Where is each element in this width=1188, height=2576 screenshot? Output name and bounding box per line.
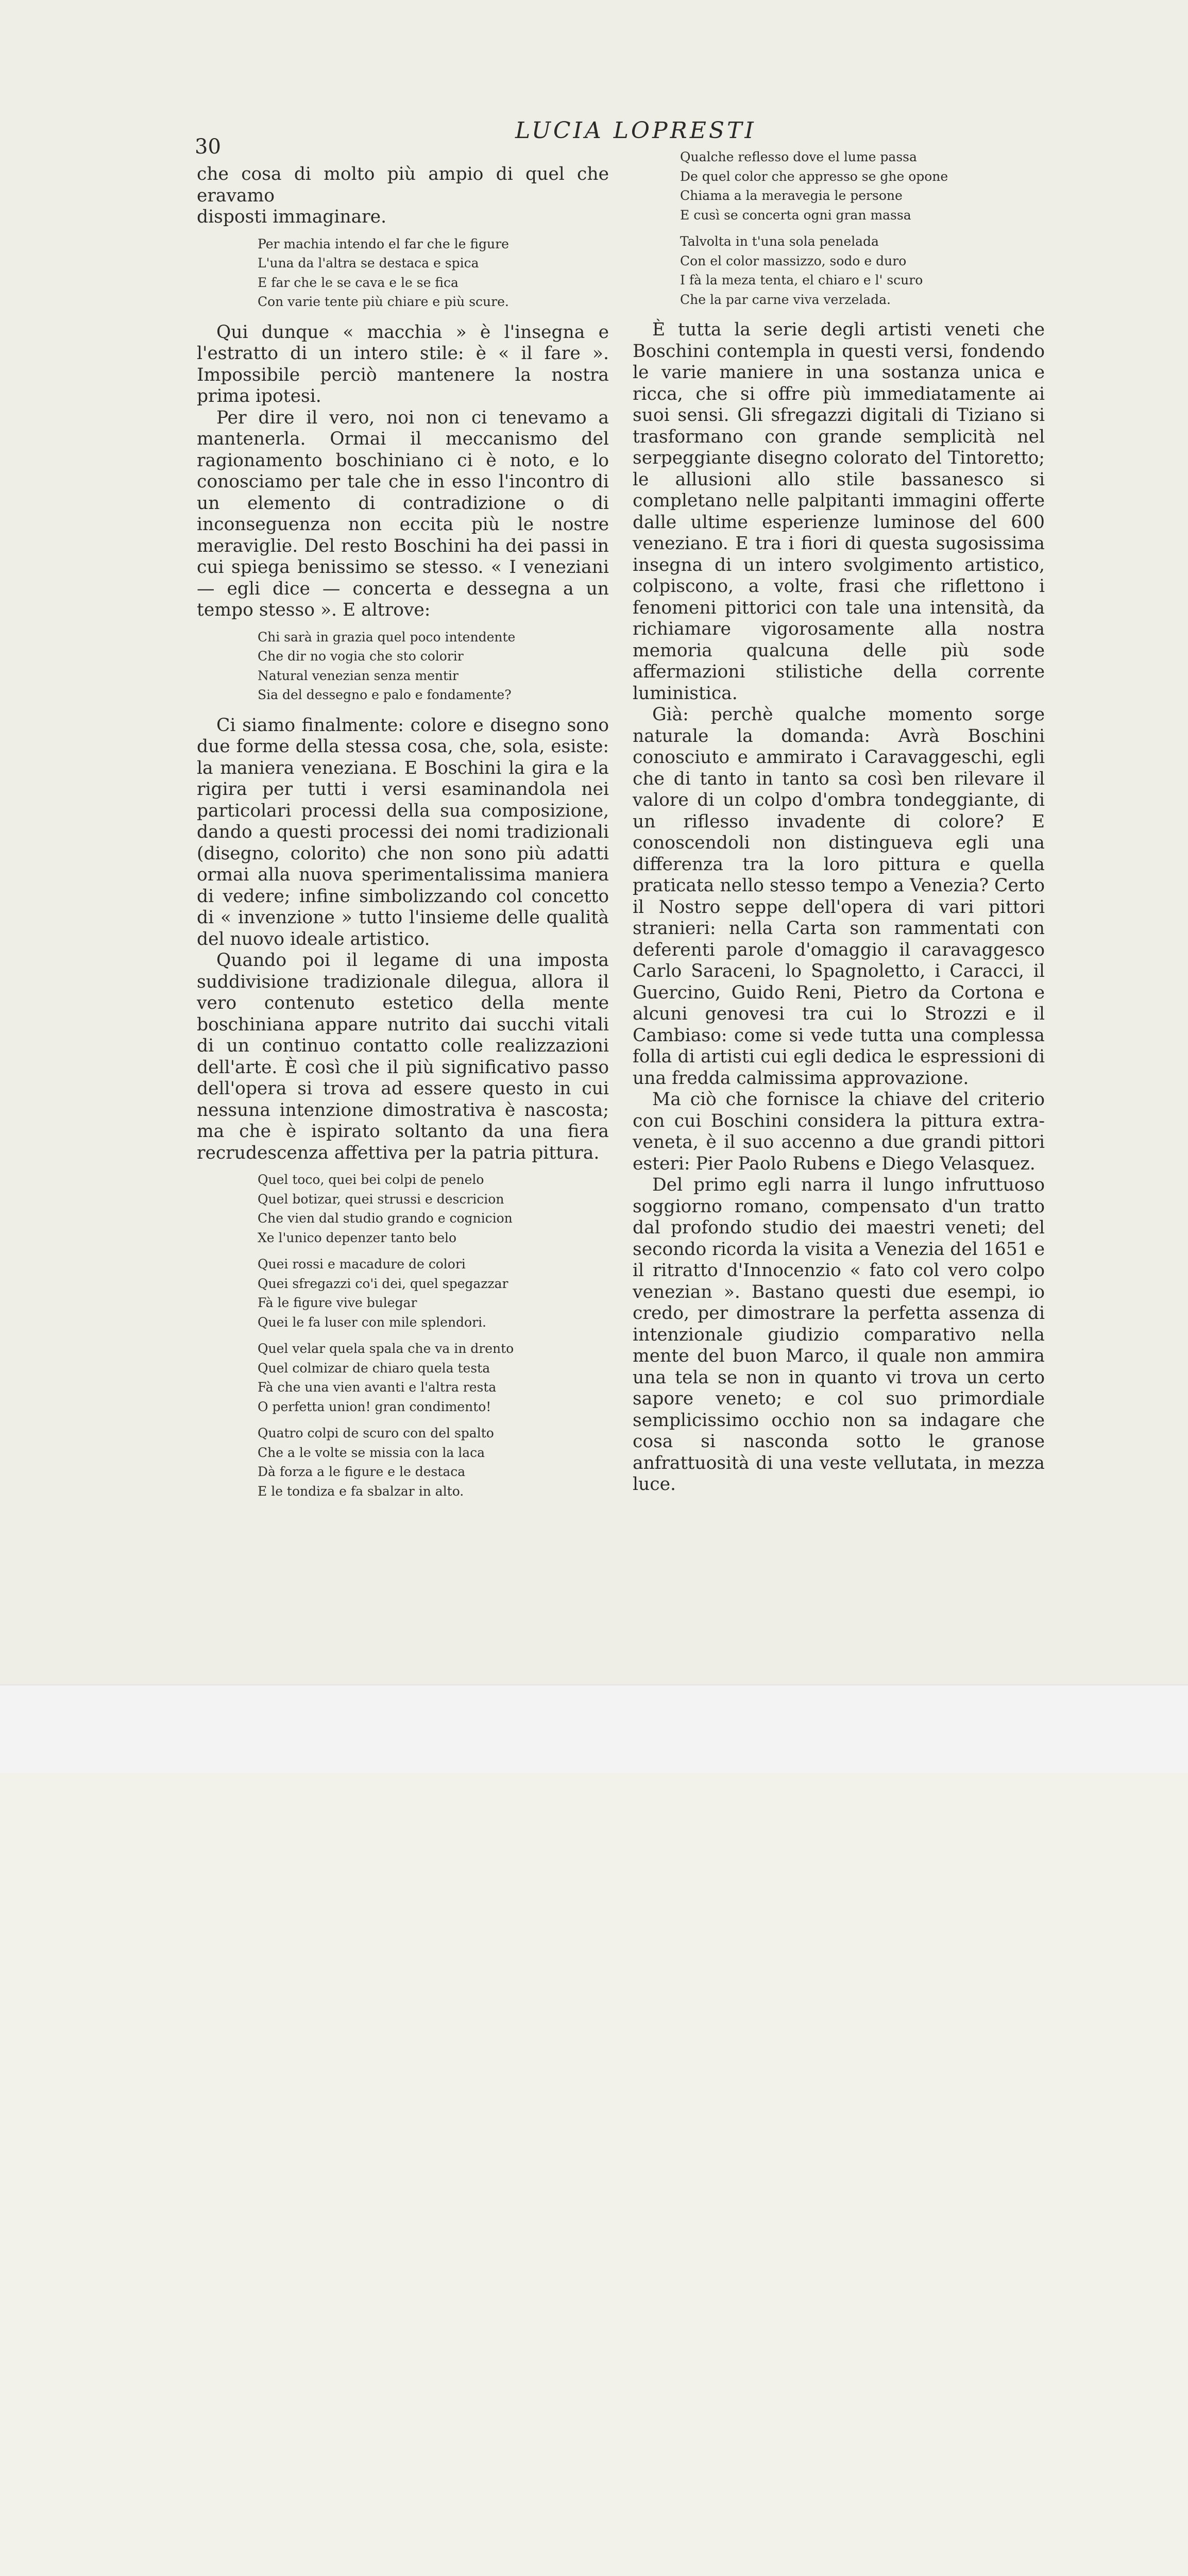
running-head: LUCIA LOPRESTI xyxy=(515,117,756,144)
page-number: 30 xyxy=(195,135,221,159)
left-column xyxy=(197,164,609,1501)
verse-quote: Per machia intendo el far che le figure L'una da l'altra se destaca e spica E far che le se cava e le se fica Con varie tente più chiare e più scure. xyxy=(258,236,509,309)
verse-quote: Qualche reflesso dove el lume passa De quel color che appresso se ghe opone Chiama a la meravegia le persone E cusì se concerta ogni gran massa xyxy=(680,149,948,223)
paragraph: Ma ciò che fornisce la chiave del criterio con cui Boschini considera la pittura extra-veneta, è il suo accenno a due grandi pittori esteri: Pier Paolo Rubens e Diego Velasquez. xyxy=(633,1089,1045,1174)
verse-quote: Chi sarà in grazia quel poco intendente Che dir no vogia che sto colorir Natural venezian senza mentir Sia del dessegno e palo e fondamente? xyxy=(258,629,516,702)
paragraph: Per dire il vero, noi non ci tenevamo a mantenerla. Ormai il meccanismo del ragionamento boschiniano ci è noto, e lo conosciamo per tale che in esso l'incontro di un elemento di contradizione o di inconseguenza non eccita più le nostre meraviglie. Del resto Boschini ha dei passi in cui spiega benissimo se stesso. « I veneziani — egli dice — concerta e dessegna a un tempo stesso ». E altrove: xyxy=(197,407,609,620)
paragraph: Già: perchè qualche momento sorge naturale la domanda: Avrà Boschini conosciuto e ammirato i Caravaggeschi, egli che di tanto in tanto sa così ben rilevare il valore di un colpo d'ombra tondeggiante, di un riflesso invadente di colore? E conoscendoli non distingueva egli una differenza tra la loro pittura e quella praticata nello stesso tempo a Venezia? Certo il Nostro seppe dell'opera di vari pittori stranieri: nella Carta son rammentati con deferenti parole d'omaggio il caravaggesco Carlo Saraceni, lo Spagnoletto, i Caracci, il Guercino, Guido Reni, Pietro da Cortona e alcuni genovesi tra cui lo Strozzi e il Cambiaso: come si vede tutta una complessa folla di artisti cui egli dedica le espressioni di una fredda calmissima approvazione. xyxy=(633,704,1045,1089)
right-column xyxy=(633,147,1045,1496)
paragraph: È tutta la serie degli artisti veneti che Boschini contempla in questi versi, fondendo le varie maniere in una sostanza unica e ricca, che si offre più immediatamente ai suoi sensi. Gli sfregazzi digitali di Tiziano si trasformano con grande semplicità nel serpeggiante disegno colorato del Tintoretto; le allusioni allo stile bassanesco si completano nelle palpitanti immagini offerte dalle ultime esperienze luminose del 600 veneziano. E tra i fiori di questa sugosissima insegna di un intero svolgimento artistico, colpiscono, a volte, frasi che riflettono i fenomeni pittorici con tale una intensità, da richiamare vigorosamente alla nostra memoria qualcuna delle più sode affermazioni stilistiche della corrente luministica. xyxy=(633,319,1045,704)
paragraph: Qui dunque « macchia » è l'insegna e l'estratto di un intero stile: è « il fare ». Impossibile perciò mantenere la nostra prima ipotesi. xyxy=(197,321,609,406)
verse-quote: Quei rossi e macadure de colori Quei sfregazzi co'i dei, quel spegazzar Fà le figure vive bulegar Quei le fa luser con mile splendori. xyxy=(258,1257,508,1330)
verse-quote: Quel velar quela spala che va in drento Quel colmizar de chiaro quela testa Fà che una vien avanti e l'altra resta O perfetta union! gran condimento! xyxy=(258,1341,514,1414)
verse-quote: Talvolta in t'una sola penelada Con el color massizzo, sodo e duro I fà la meza tenta, el chiaro e l' scuro Che la par carne viva verzelada. xyxy=(680,234,923,307)
verse-quote: Quel toco, quei bei colpi de penelo Quel botizar, quei strussi e descricion Che vien dal studio grando e cognicion Xe l'unico depenzer tanto belo xyxy=(258,1172,513,1245)
verse-quote: Quatro colpi de scuro con del spalto Che a le volte se missia con la laca Dà forza a le figure e le destaca E le tondiza e fa sbalzar in alto. xyxy=(258,1426,494,1499)
paragraph: Quando poi il legame di una imposta suddivisione tradizionale dilegua, allora il vero contenuto estetico della mente boschiniana appare nutrito dai succhi vitali di un continuo contatto colle realizzazioni dell'arte. È così che il più significativo passo dell'opera si trova ad essere questo in cui nessuna intenzione dimostrativa è nascosta; ma che è ispirato soltanto da una fiera recrudescenza affettiva per la patria pittura. xyxy=(197,950,609,1163)
footer-bar xyxy=(0,1685,1188,1773)
paragraph: Ci siamo finalmente: colore e disegno sono due forme della stessa cosa, che, sola, esiste: la maniera veneziana. E Boschini la gira e la rigira per tutti i versi esaminandola nei particolari processi della sua composizione, dando a questi processi dei nomi tradizionali (disegno, colorito) che non sono più adatti ormai alla nuova sperimentalissima maniera di vedere; infine simbolizzando col concetto di « invenzione » tutto l'insieme delle qualità del nuovo ideale artistico. xyxy=(197,715,609,950)
paragraph: che cosa di molto più ampio di quel che eravamo disposti immaginare. xyxy=(197,164,609,227)
paragraph: Del primo egli narra il lungo infruttuoso soggiorno romano, compensato d'un tratto dal profondo studio dei maestri veneti; del secondo ricorda la visita a Venezia del 1651 e il ritratto d'Innocenzio « fato col vero colpo venezian ». Bastano questi due esempi, io credo, per dimostrare la perfetta assenza di intenzionale giudizio comparativo nella mente del buon Marco, il quale non ammira una tela se non in quanto vi trova un certo sapore veneto; e col suo primordiale semplicissimo occhio non sa indagare che cosa si nasconda sotto le granose anfrattuosità di una veste vellutata, in mezza luce. xyxy=(633,1175,1045,1495)
